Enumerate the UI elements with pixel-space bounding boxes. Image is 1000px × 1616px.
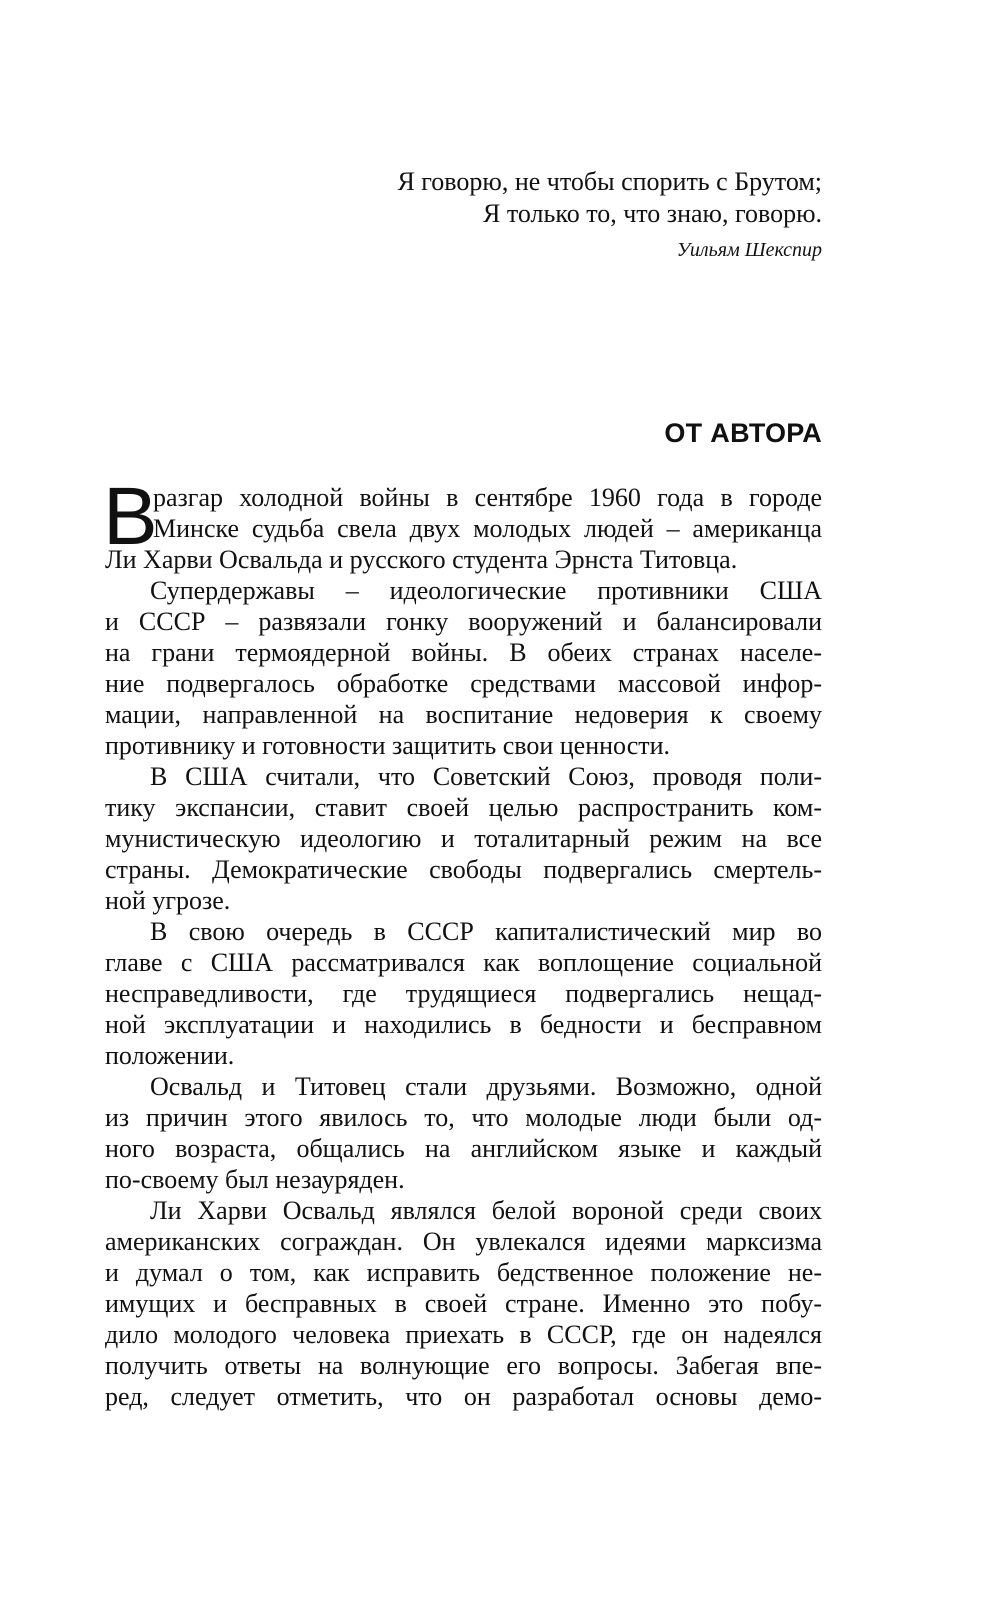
paragraph xyxy=(105,1071,822,1195)
epigraph-author: Уильям Шекспир xyxy=(676,239,822,261)
text-line: Освальд и Титовец стали друзьями. Возможно, одной xyxy=(150,1072,822,1101)
chapter-heading: ОТ АВТОРА xyxy=(664,418,822,448)
text-line: ного возраста, общались на английском языке и каждый xyxy=(105,1134,822,1163)
paragraph xyxy=(105,1195,822,1412)
text-line: американских сограждан. Он увлекался идеями марксизма xyxy=(105,1227,822,1256)
text-line: ной эксплуатации и находились в бедности и бесправном xyxy=(105,1010,822,1039)
text-line: Минске судьба свела двух молодых людей – американца xyxy=(153,514,822,543)
text-line: ние подвергалось обработке средствами массовой инфор- xyxy=(105,669,822,698)
text-line: из причин этого явилось то, что молодые люди были од- xyxy=(105,1103,822,1132)
epigraph-line: Я говорю, не чтобы спорить с Брутом; xyxy=(397,167,822,196)
text-line: и думал о том, как исправить бедственное положение не- xyxy=(105,1258,822,1287)
text-line: тику экспансии, ставит своей целью распространить ком- xyxy=(105,793,822,822)
text-line: положении. xyxy=(105,1041,235,1070)
text-line: Супердержавы – идеологические противники США xyxy=(150,576,822,605)
paragraph xyxy=(105,575,822,761)
text-line: ред, следует отметить, что он разработал основы демо- xyxy=(105,1382,822,1411)
text-line: разгар холодной войны в сентябре 1960 года в городе xyxy=(153,483,822,512)
text-line: страны. Демократические свободы подвергались смертель- xyxy=(105,855,822,884)
text-line: главе с США рассматривался как воплощение социальной xyxy=(105,948,822,977)
epigraph-line: Я только то, что знаю, говорю. xyxy=(483,199,822,228)
text-line: В США считали, что Советский Союз, проводя поли- xyxy=(150,762,822,791)
text-line: Ли Харви Освальда и русского студента Эрнста Титовца. xyxy=(105,545,738,574)
paragraph xyxy=(105,916,822,1071)
drop-cap: В xyxy=(103,471,158,562)
text-line: Ли Харви Освальд являлся белой вороной среди своих xyxy=(150,1196,822,1225)
text-line: по-своему был незауряден. xyxy=(105,1165,405,1194)
text-line: противнику и готовности защитить свои ценности. xyxy=(105,731,671,760)
text-line: дило молодого человека приехать в СССР, где он надеялся xyxy=(105,1320,822,1349)
text-line: несправедливости, где трудящиеся подвергались нещад- xyxy=(105,979,822,1008)
body-text xyxy=(103,471,822,1412)
text-line: ной угрозе. xyxy=(105,886,231,915)
text-line: на грани термоядерной войны. В обеих странах населе- xyxy=(105,638,822,667)
text-line: получить ответы на волнующие его вопросы. Забегая впе- xyxy=(105,1351,822,1380)
epigraph xyxy=(397,166,822,230)
paragraph xyxy=(105,761,822,916)
text-line: имущих и бесправных в своей стране. Именно это побу- xyxy=(105,1289,822,1318)
text-line: мации, направленной на воспитание недоверия к своему xyxy=(105,700,822,729)
text-line: мунистическую идеологию и тоталитарный режим на все xyxy=(105,824,822,853)
paragraph xyxy=(103,471,822,575)
text-line: и СССР – развязали гонку вооружений и балансировали xyxy=(105,607,822,636)
text-line: В свою очередь в СССР капиталистический мир во xyxy=(150,917,822,946)
